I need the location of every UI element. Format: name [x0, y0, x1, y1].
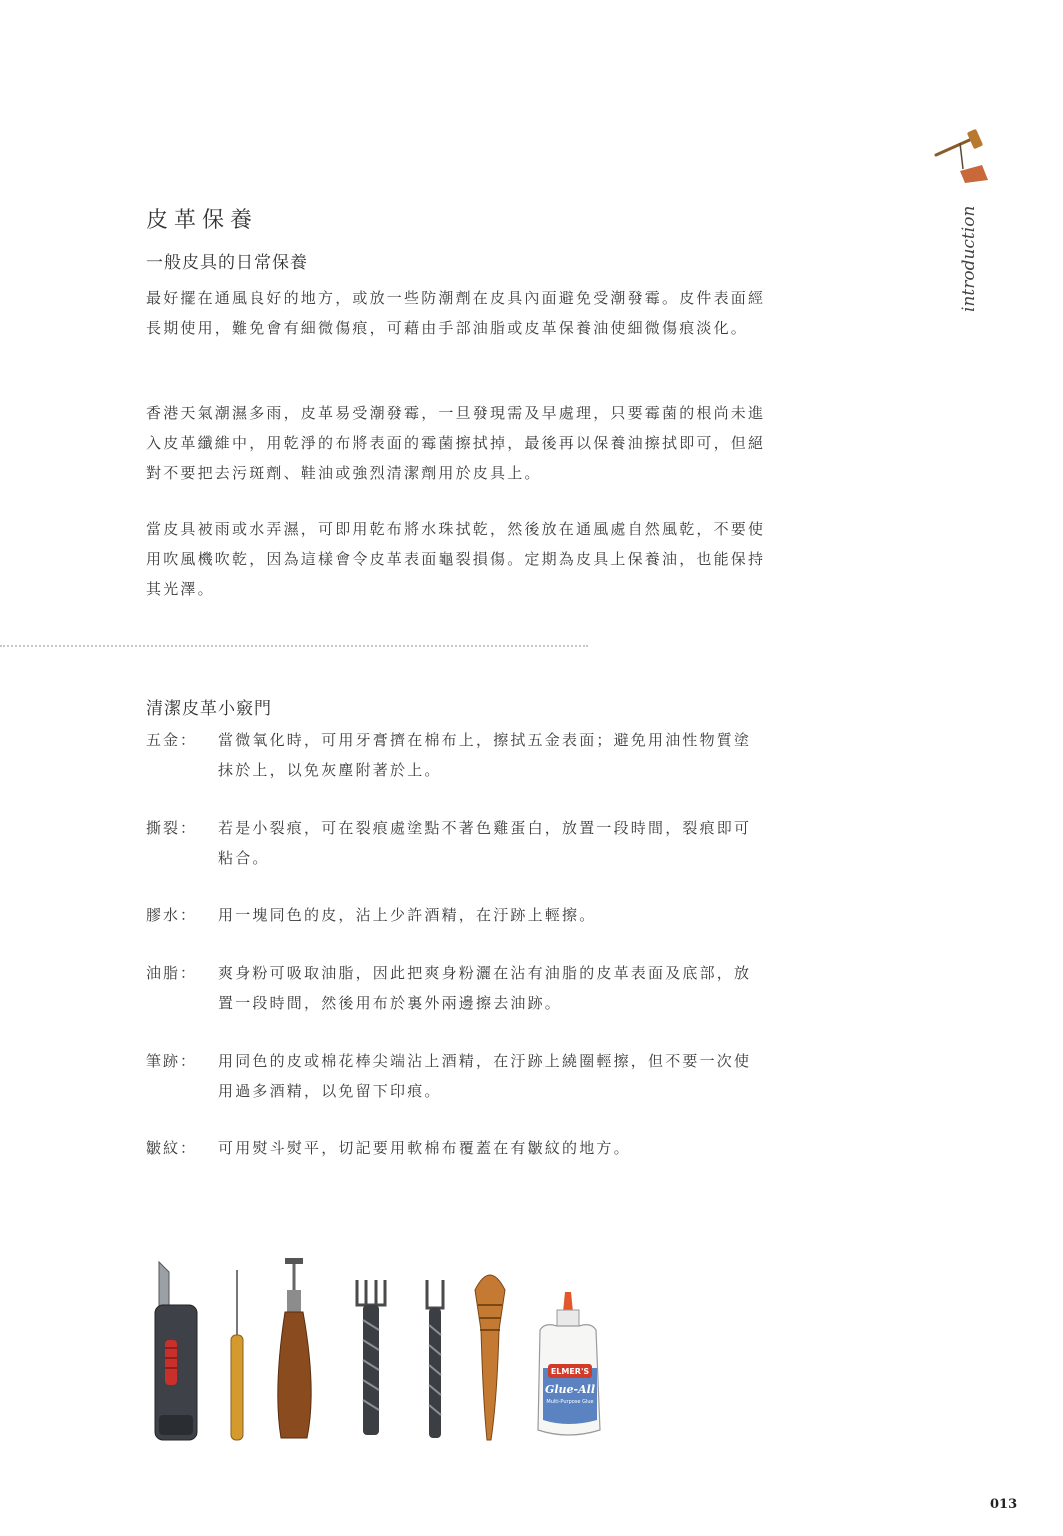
- tip-text: 可用熨斗熨平，切記要用軟棉布覆蓋在有皺紋的地方。: [218, 1139, 631, 1157]
- tip-label: 筆跡：: [146, 1052, 198, 1070]
- svg-text:introduction: introduction: [959, 205, 979, 312]
- svg-text:Multi-Purpose Glue: Multi-Purpose Glue: [546, 1399, 594, 1405]
- tip-label: 五金：: [146, 731, 198, 749]
- tip-text: 用同色的皮或棉花棒尖端沾上酒精，在汙跡上繞圈輕擦，但不要一次使用過多酒精，以免留下印痕。: [218, 1052, 752, 1100]
- utility-knife-icon: [155, 1262, 197, 1440]
- tip-label: 皺紋：: [146, 1139, 198, 1157]
- svg-text:Glue-All: Glue-All: [544, 1383, 596, 1396]
- paragraph-wet: 當皮具被雨或水弄濕，可即用乾布將水珠拭乾，然後放在通風處自然風乾，不要使用吹風機吹乾，因為這樣會令皮革表面龜裂損傷。定期為皮具上保養油，也能保持其光澤。: [146, 520, 766, 598]
- pricking-iron-icon: [357, 1280, 385, 1435]
- tip-text: 若是小裂痕，可在裂痕處塗點不著色雞蛋白，放置一段時間，裂痕即可粘合。: [218, 819, 752, 867]
- awl-icon: [231, 1270, 243, 1440]
- hammer-icon: [930, 125, 995, 190]
- tip-label: 油脂：: [146, 964, 198, 982]
- tip-label: 撕裂：: [146, 819, 198, 837]
- tip-text: 爽身粉可吸取油脂，因此把爽身粉灑在沾有油脂的皮革表面及底部，放置一段時間，然後用布於裏外兩邊擦去油跡。: [218, 964, 752, 1012]
- page-title: 皮革保養: [146, 208, 259, 233]
- wood-slicker-icon: [475, 1275, 505, 1440]
- paragraph-storage: 最好擺在通風良好的地方，或放一些防潮劑在皮具內面避免受潮發霉。皮件表面經長期使用，難免會有細微傷痕，可藉由手部油脂或皮革保養油使細微傷痕淡化。: [146, 289, 766, 337]
- svg-text:ELMER'S: ELMER'S: [550, 1367, 590, 1376]
- leather-tools-illustration: [145, 1250, 625, 1450]
- glue-bottle-icon: [538, 1292, 600, 1435]
- section-subtitle: 一般皮具的日常保養: [146, 253, 308, 273]
- tip-text: 當微氧化時，可用牙膏擠在棉布上，擦拭五金表面；避免用油性物質塗抹於上，以免灰塵附著於上。: [218, 731, 752, 779]
- paragraph-mold: 香港天氣潮濕多雨，皮革易受潮發霉，一旦發現需及早處理，只要霉菌的根尚未進入皮革纖維中，用乾淨的布將表面的霉菌擦拭掉，最後再以保養油擦拭即可，但絕對不要把去污斑劑、鞋油或強烈清潔劑用於皮具上。: [146, 404, 766, 482]
- tip-text: 用一塊同色的皮，沾上少許酒精，在汙跡上輕擦。: [218, 906, 597, 924]
- two-prong-chisel-icon: [427, 1280, 443, 1438]
- edge-creaser-icon: [278, 1258, 311, 1438]
- introduction-label: [946, 200, 986, 315]
- tips-title: 清潔皮革小竅門: [146, 699, 272, 719]
- dotted-divider: [0, 645, 588, 647]
- tip-label: 膠水：: [146, 906, 198, 924]
- page-number: 013: [990, 1497, 1018, 1512]
